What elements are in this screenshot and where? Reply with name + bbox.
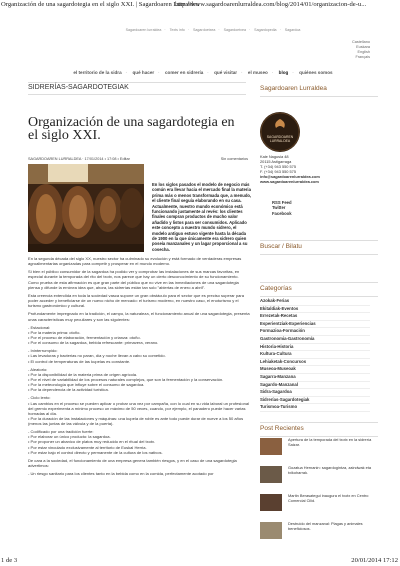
list-item: • Por el nivel de variabilidad de los procesos naturales complejos, que son la fermentación y la conservación. [28, 377, 224, 382]
category-item[interactable]: Turismoa-Turismo [260, 404, 370, 412]
list-item: • Por proponer un abanico de platos muy reducido en el ritual del txotx. [28, 439, 156, 445]
category-item[interactable]: Sagarra-Manzana [260, 374, 370, 382]
print-header-url: http://www.sagardoarenlurraldea.com/blog/2014/01/organizacion-de-u... [175, 1, 367, 8]
contact-line: Kale Nagusia 48 [260, 154, 289, 159]
print-header-title: Organización de una sagardotegia en el siglo XXI. | Sagardoaren Lurraldea [1, 1, 200, 8]
post-paragraph: En la segunda década del siglo XX, nuestro sector ha culminado su evolución y está formado de verdaderas empresas agroalimentarias organizadas para competir y prosperar en el mundo moderno. [28, 256, 242, 267]
sidebar-title: Sagardoaren Lurraldea [260, 85, 327, 92]
main-nav: el territorio de la sidra · qué hacer · comer en sidrería · qué visitar · el museo · blog · quiénes somos [73, 70, 333, 75]
list-item: • Por la duración de las instalaciones y máquinas: una kupela de roble es ante todo puede durar de nueve a los 50 años (menos las juntas de las válvula y de la puerta). [28, 415, 244, 426]
contact-info [260, 154, 320, 184]
top-nav-item[interactable]: Sagardopedia [254, 28, 277, 32]
list-heading: - Aleatorio: [28, 366, 48, 372]
category-item[interactable]: Museoa-Museoak [260, 366, 370, 374]
list-heading: - Estacional: [28, 324, 51, 330]
list-item: • Por elaborar un único producto: la sagardoa. [28, 434, 111, 440]
nav-item-quienes-somos[interactable]: quiénes somos [299, 70, 333, 75]
print-timestamp: 20/01/2014 17:12 [351, 557, 398, 564]
category-item[interactable]: Formazioa-Formación [260, 328, 370, 336]
list-item: - Un riesgo sanitario para los clientes tanto en la bebida como en la comida, perfectamente acotado por [28, 471, 214, 477]
divider [28, 94, 246, 95]
section-heading[interactable]: SIDRERÍAS-SAGARDOTEGIAK [28, 84, 129, 91]
list-item: • Por estar bajo el control directo y permanente de la cultura de los nativos. [28, 449, 163, 455]
category-item[interactable]: Azokak-Ferias [260, 298, 370, 306]
top-nav: Sagardoaren lurraldea · Texts info · Sagardoetxea · Sagardoetxea · Sagardopedia · Sagardoa [125, 28, 301, 32]
post-paragraph: Profundamente impregnado en la tradición, el campo, la naturaleza, el funcionamiento anual de una sagardotegia, presenta unas características muy peculiares y son las siguientes: [28, 311, 250, 322]
web-page [28, 12, 378, 552]
lang-euskara[interactable]: Euskara [356, 45, 370, 49]
contact-email[interactable]: info@sagardoarenlurraldea.com [260, 174, 320, 179]
list-item: • Las cambios en el proceso se pueden aplicar o probar una vez por campaña, con lo cual en su vida laboral un profesional del gremio experimenta a mínimo proceso un máximo de 50 veces, cuando, por ejemplo, el panadero puede hacer varias hornadas al día. [28, 400, 249, 416]
divider [260, 240, 378, 241]
print-header [0, 0, 400, 10]
recent-post[interactable] [260, 466, 378, 492]
twitter-link[interactable]: Twitter [272, 205, 286, 211]
contact-line: T. (+34) 943 550 575 [260, 164, 297, 169]
category-item[interactable]: Sagardo-Manzanal [260, 382, 370, 390]
recent-post-title[interactable]: Destruido del manzanal: Plagas y animales beneficiosos. [288, 521, 363, 531]
recent-post-title[interactable]: Apertura de la temporada del txotx en la sidrería Saizar. [288, 437, 372, 447]
recent-post-thumbnail [260, 494, 282, 511]
list-heading: - Ciclo lento: [28, 395, 51, 401]
list-item: • El control de temperaturas de las kupelas es constante. [28, 358, 131, 364]
category-item[interactable]: Sidra-Sagardoa [260, 389, 370, 397]
list-item: • Por la materia prima: otoño. [28, 329, 81, 335]
recent-posts-title: Post Recientes [260, 425, 304, 432]
lang-castellano[interactable]: Castellano [352, 40, 370, 44]
nav-item-blog[interactable]: blog [278, 70, 289, 75]
top-nav-item[interactable]: Sagardoa [284, 28, 301, 32]
cellar-photo [28, 164, 144, 252]
category-item[interactable]: Sidrerías-Sagardotegiak [260, 397, 370, 405]
post-paragraph: Esta creencia extendida en toda la sociedad vasca supone un gran obstáculo para el sector que es preciso superar para poder acceder y beneficiarse de un nuevo nicho de mercado: el turismo moderno, en nuestro caso, el enoturismo y el turismo gastronómico y cultural. [28, 292, 244, 309]
recent-post[interactable] [260, 522, 378, 548]
list-item: • Por el proceso de elaboración, fermentación y crianza: otoño. [28, 334, 141, 340]
top-nav-item[interactable]: Sagardoetxea [192, 28, 216, 32]
category-item[interactable]: Lehiaketak-Concursos [260, 359, 370, 367]
recent-post[interactable] [260, 494, 378, 520]
top-nav-item[interactable]: Sagardoaren lurraldea [125, 28, 162, 32]
nav-item-museo[interactable]: el museo [247, 70, 268, 75]
category-list [260, 298, 370, 412]
recent-posts [260, 438, 378, 550]
post-paragraph: Si bien el público consumidor de la sagardoa ha podido ver y comprobar las instalaciones de sus marcas favoritas, en especial durante la temporada del rito del txotx, nos parece que hay un cierto desconocimiento de su funcionamiento. Como prueba de esta afirmación es que gran parte del público que no vive en las inmediaciones de una sagardotegia piensa y difunde la errónea idea que, ahora, las sidrerías están tan solo "abiertas de enero a abril". [28, 269, 240, 290]
recent-post-title[interactable]: Gozatua Hernanin: sagardogintza, zaindwak eta txikoharrak. [288, 465, 372, 475]
rss-link[interactable]: RSS Feed [272, 200, 292, 205]
post-paragraph: De cara a la sociedad, el funcionamiento de una empresa genera también riesgos, y en el caso de una sagardotegia advertimos: [28, 457, 237, 468]
recent-post[interactable] [260, 438, 378, 464]
recent-post-thumbnail [260, 466, 282, 483]
list-item: • Por estar vinculado exclusivamente al territorio de Euskal Herria. [28, 444, 147, 450]
category-item[interactable]: Historia-Historia [260, 344, 370, 352]
nav-item-comer[interactable]: comer en sidrería [164, 70, 204, 75]
recent-post-thumbnail [260, 438, 282, 455]
list-heading: - Codificado por una tradición fuerte: [28, 429, 94, 435]
brand-logo[interactable] [260, 112, 300, 152]
divider [260, 254, 378, 255]
list-item: • Por la disponibilidad de la materia prima de origen agrícola. [28, 371, 138, 377]
logo-text-line2: LURRALDEA [269, 139, 291, 143]
list-heading: - Ininterrumpido: [28, 348, 58, 354]
lang-francais[interactable]: Français [355, 55, 370, 59]
nav-item-territorio[interactable]: el territorio de la sidra [73, 70, 122, 75]
contact-web[interactable]: www.sagardoarenlurraldea.com [260, 179, 319, 184]
top-nav-item[interactable]: Sagardoetxea [223, 28, 246, 32]
social-links [272, 200, 292, 216]
nav-item-que-hacer[interactable]: qué hacer [132, 70, 155, 75]
top-nav-item[interactable]: Texts info [169, 28, 185, 32]
category-item[interactable]: Ekitaldiak-Eventos [260, 306, 370, 314]
recent-post-title[interactable]: Martin Berasategui inaugura el txotx en Centro Comercial Cilid. [288, 493, 369, 503]
language-selector [330, 40, 370, 60]
category-item[interactable]: Gastronomia-Gastronomía [260, 336, 370, 344]
contact-line: 20115 Astigarraga [260, 159, 292, 164]
page-counter: 1 de 3 [1, 557, 18, 564]
lang-english[interactable]: English [357, 50, 370, 54]
post-body [28, 256, 250, 476]
contact-line: F. (+34) 943 550 575 [260, 169, 297, 174]
post-title[interactable]: Organización de una sagardotegia en el siglo XXI. [28, 115, 235, 143]
divider [260, 296, 378, 297]
search-title: Buscar / Bilatu [260, 243, 302, 250]
post-intro: En los siglos pasados el modelo de negocio más común era llevar hacia el mercado final la materia prima más o menos transformada que, a menudo, el cliente final seguía elaborando en su casa. Actualmente, nuestro mundo económico está funcionando justamente al revés: los clientes finales compran productos de mucho valor añadido y listos para ser consumidos. Aplicado este concepto a nuestro mundo sidrero, el modelo antiguo estuvo vigente hasta la década de 1900 en la que únicamente era sidrero quien poseía manzanales y un lagar proporcional a su cosecha. [152, 182, 252, 252]
category-item[interactable]: Esperientziak-Experiencias [260, 321, 370, 329]
divider [28, 82, 246, 83]
post-byline: SAGARDOAREN LURRALDEA · 17/01/2014 • 17:08 • Editar [28, 157, 130, 161]
categories-title: Categorías [260, 285, 292, 292]
divider [260, 282, 378, 283]
category-item[interactable]: Errezetak-Recetas [260, 313, 370, 321]
print-footer [0, 556, 400, 566]
divider [260, 422, 378, 423]
logo-text-line1: SAGARDOAREN [266, 135, 294, 139]
list-item: • Por el consumo de la sagardoa, bebida refrescante: primavera, verano. [28, 340, 159, 346]
post-meta [28, 157, 248, 161]
comments-link[interactable]: Sin comentarios [220, 157, 248, 161]
nav-item-que-visitar[interactable]: qué visitar [214, 70, 238, 75]
list-item: • Las levaduras y bacterias no paran, día y noche llevan a cabo su cometido. [28, 353, 166, 359]
recent-post-thumbnail [260, 522, 282, 539]
facebook-link[interactable]: Facebook [272, 210, 292, 216]
list-item: • Por la meteorología que influye sobre el consumo de sagardoa. [28, 382, 145, 388]
divider [260, 96, 378, 97]
category-item[interactable]: Kultura-Cultura [260, 351, 370, 359]
list-item: • Por la dependencia de la actividad turística. [28, 387, 109, 393]
